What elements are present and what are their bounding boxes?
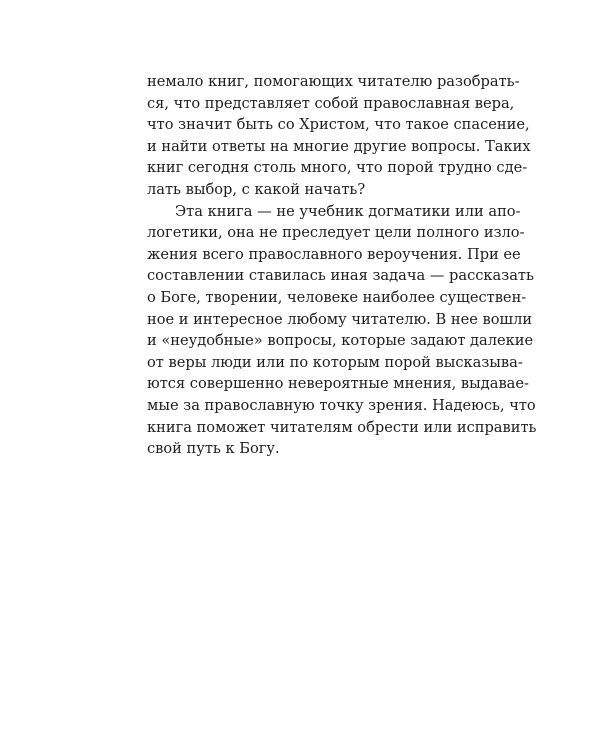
text-line: от веры люди или по которым порой высказыва- bbox=[147, 353, 523, 371]
body-text bbox=[147, 71, 537, 460]
text-line: логетики, она не преследует цели полного изло- bbox=[147, 224, 525, 242]
text-line: Эта книга — не учебник догматики или апо- bbox=[175, 202, 521, 220]
text-line: ное и интересное любому читателю. В нее вошли bbox=[147, 310, 533, 328]
text-line: ся, что представляет собой православная вера, bbox=[147, 94, 515, 112]
text-line: и найти ответы на многие другие вопросы. Таких bbox=[147, 137, 531, 155]
text-line: немало книг, помогающих читателю разобрать- bbox=[147, 73, 520, 90]
paragraph-1 bbox=[147, 71, 531, 201]
text-line: ются совершенно невероятные мнения, выдавае- bbox=[147, 375, 529, 393]
text-line: составлении ставилась иная задача — рассказать bbox=[147, 267, 534, 285]
text-line: что значит быть со Христом, что такое спасение, bbox=[147, 116, 530, 134]
text-line: жения всего православного вероучения. При ее bbox=[147, 245, 521, 263]
text-line: книга поможет читателям обрести или исправить bbox=[147, 418, 537, 436]
paragraph-2 bbox=[147, 201, 537, 460]
text-line: лать выбор, с какой начать? bbox=[147, 180, 366, 198]
text-line: и «неудобные» вопросы, которые задают далекие bbox=[147, 332, 534, 350]
text-line: свой путь к Богу. bbox=[147, 440, 280, 458]
text-line: мые за православную точку зрения. Надеюсь, что bbox=[147, 396, 536, 414]
text-line: книг сегодня столь много, что порой трудно сде- bbox=[147, 159, 528, 177]
text-line: о Боге, творении, человеке наиболее существен- bbox=[147, 288, 527, 306]
